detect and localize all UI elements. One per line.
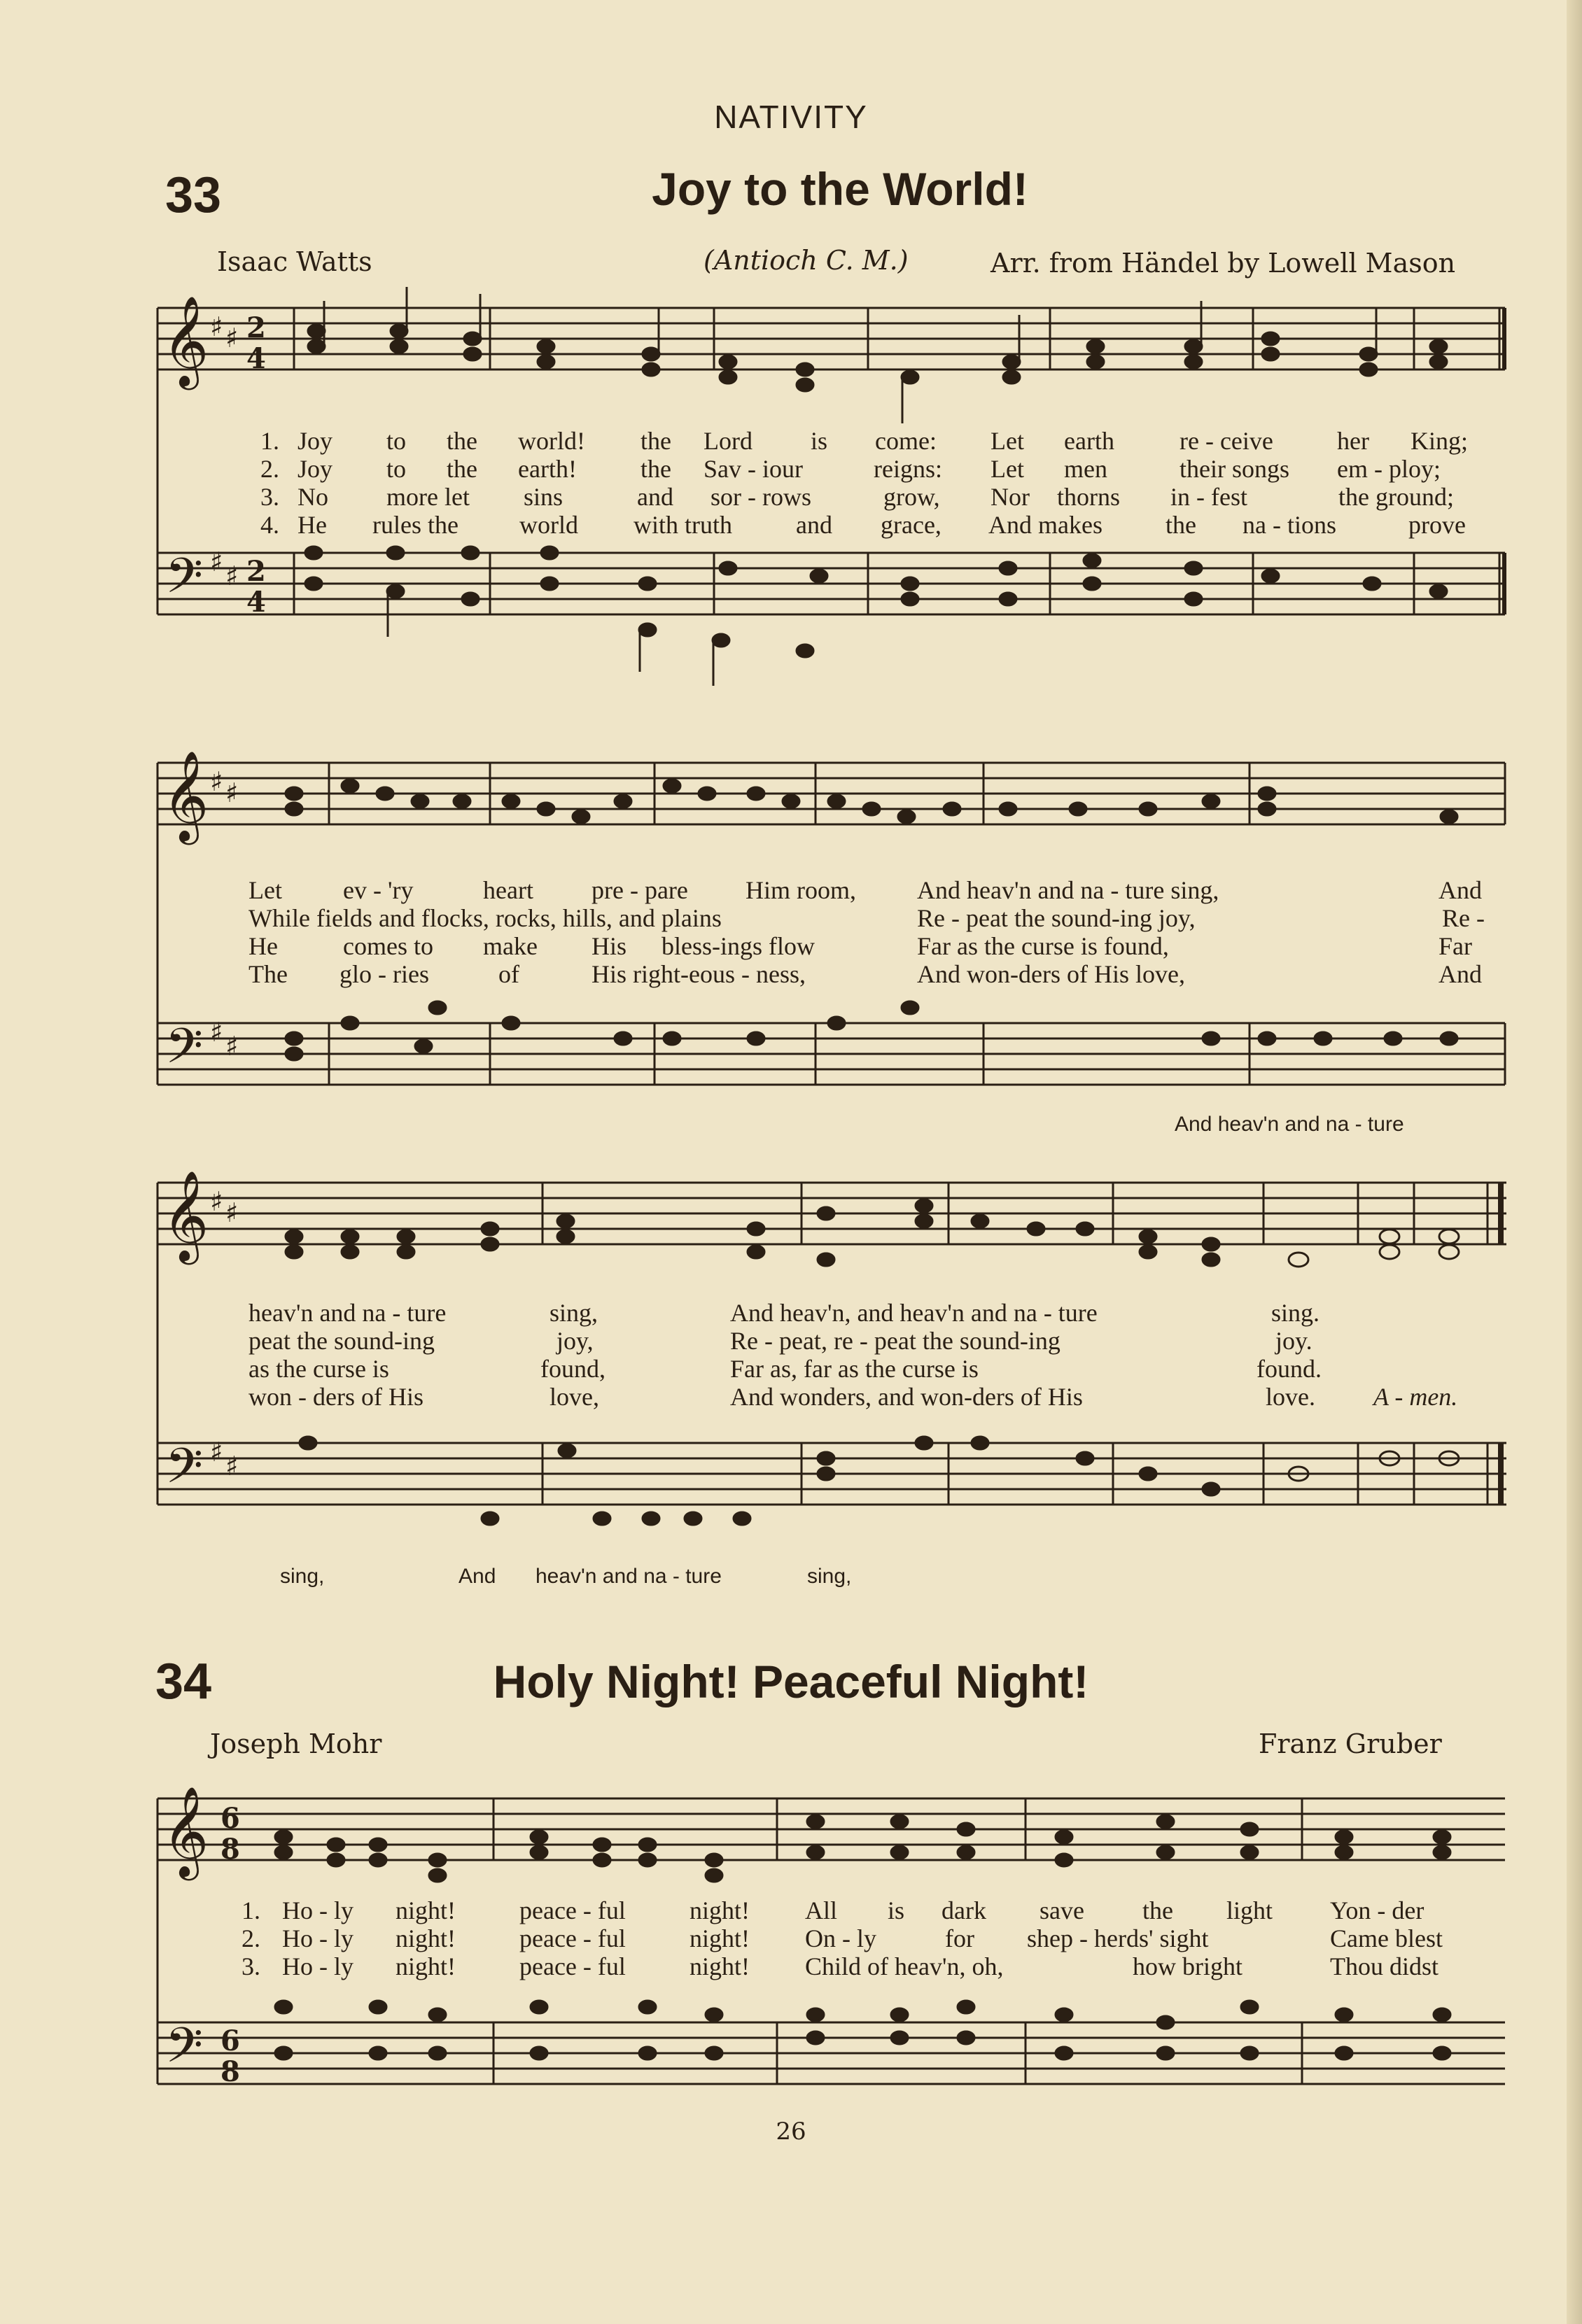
lyric-syllable: how bright xyxy=(1133,1952,1242,1980)
lyric-syllable: found. xyxy=(1256,1355,1322,1383)
lyric-syllable: While fields and flocks, rocks, hills, and plains xyxy=(248,904,722,932)
lyric-syllable: reigns: xyxy=(874,455,942,483)
lyric-syllable: All xyxy=(805,1896,838,1924)
lyric-syllable: heav'n and na - ture xyxy=(248,1299,447,1327)
verse-number: 4. xyxy=(260,511,279,539)
lyric-syllable: dark xyxy=(941,1896,986,1924)
lyric-syllable: And won-ders of His love, xyxy=(917,960,1185,988)
lyric-syllable: love, xyxy=(550,1383,599,1411)
hymn-34-author: Joseph Mohr xyxy=(210,1728,382,1759)
lyric-syllable: na - tions xyxy=(1242,511,1336,539)
svg-text:𝄢: 𝄢 xyxy=(165,1437,204,1506)
amen-label: A - men. xyxy=(1373,1383,1458,1411)
lyric-syllable: save xyxy=(1040,1896,1084,1924)
svg-text:𝄞: 𝄞 xyxy=(162,1170,209,1261)
lyric-syllable: Yon - der xyxy=(1330,1896,1424,1924)
section-title: NATIVITY xyxy=(714,99,868,135)
lyric-syllable: peace - ful xyxy=(519,1924,626,1952)
lyric-syllable: with truth xyxy=(634,511,732,539)
lyric-syllable: bless-ings flow xyxy=(662,932,815,960)
lyric-syllable: heart xyxy=(483,876,533,904)
lyric-syllable: No xyxy=(298,483,328,511)
lyric-syllable: make xyxy=(483,932,538,960)
lyric-syllable: Far xyxy=(1438,932,1472,960)
lyric-syllable: His xyxy=(592,932,627,960)
hymn-34-number: 34 xyxy=(155,1654,212,1710)
verse-number: 1. xyxy=(260,427,279,455)
lyric-syllable: King; xyxy=(1410,427,1469,455)
lyric-syllable: and xyxy=(796,511,832,539)
svg-text:♯: ♯ xyxy=(225,322,239,353)
svg-text:2: 2 xyxy=(246,311,266,344)
hymn-33-number: 33 xyxy=(165,167,222,223)
lyric-syllable: the xyxy=(1166,511,1196,539)
lyric-syllable: And xyxy=(1438,876,1482,904)
hymn-33-author: Isaac Watts xyxy=(217,246,372,277)
svg-text:♯: ♯ xyxy=(225,1450,239,1481)
svg-text:𝄢: 𝄢 xyxy=(165,547,204,616)
lyric-syllable: night! xyxy=(396,1896,456,1924)
lyric-syllable: their songs xyxy=(1180,455,1289,483)
svg-text:𝄢: 𝄢 xyxy=(165,2017,204,2085)
svg-text:𝄢: 𝄢 xyxy=(165,1017,204,1086)
lyric-syllable: And wonders, and won-ders of His xyxy=(730,1383,1083,1411)
lyric-syllable: Let xyxy=(990,427,1024,455)
lyric-syllable: Came blest xyxy=(1330,1924,1443,1952)
lyric-syllable: His right-eous - ness, xyxy=(592,960,806,988)
lyric-syllable: And heav'n and na - ture sing, xyxy=(917,876,1219,904)
lyric-syllable: On - ly xyxy=(805,1924,876,1952)
svg-text:4: 4 xyxy=(246,342,266,375)
lyric-syllable: sing, xyxy=(550,1299,598,1327)
verse-number: 2. xyxy=(260,455,279,483)
lyric-syllable: as the curse is xyxy=(248,1355,389,1383)
lyric-syllable: night! xyxy=(396,1924,456,1952)
hymn-33-tune: (Antioch C. M.) xyxy=(704,245,909,276)
svg-text:♯: ♯ xyxy=(210,1436,223,1467)
lyric-syllable: Sav - iour xyxy=(704,455,803,483)
svg-text:𝄞: 𝄞 xyxy=(162,295,209,386)
bass-lyric: sing, xyxy=(280,1565,325,1588)
lyric-syllable: love. xyxy=(1266,1383,1315,1411)
lyric-syllable: the xyxy=(1142,1896,1173,1924)
lyric-syllable: to xyxy=(386,427,407,455)
lyric-syllable: peace - ful xyxy=(519,1952,626,1980)
lyric-syllable: joy. xyxy=(1275,1327,1312,1355)
hymn-33-verse-numbers xyxy=(260,427,279,539)
lyric-syllable: And xyxy=(1438,960,1482,988)
lyric-syllable: the ground; xyxy=(1338,483,1454,511)
lyric-syllable: her xyxy=(1337,427,1369,455)
lyric-syllable: He xyxy=(248,932,278,960)
lyric-syllable: joy, xyxy=(556,1327,594,1355)
lyric-syllable: Far as the curse is found, xyxy=(917,932,1169,960)
lyric-syllable: And heav'n, and heav'n and na - ture xyxy=(730,1299,1098,1327)
lyric-syllable: Child of heav'n, oh, xyxy=(805,1952,1004,1980)
lyric-syllable: is xyxy=(888,1896,905,1924)
lyric-syllable: and xyxy=(637,483,673,511)
lyric-syllable: Nor xyxy=(990,483,1030,511)
lyric-syllable: glo - ries xyxy=(340,960,429,988)
verse-number: 2. xyxy=(241,1924,260,1952)
lyric-syllable: ev - 'ry xyxy=(343,876,414,904)
lyric-syllable: Lord xyxy=(704,427,752,455)
bass-lyric: And xyxy=(458,1565,496,1588)
lyric-syllable: And makes xyxy=(988,511,1102,539)
svg-text:6: 6 xyxy=(220,2024,240,2057)
lyric-syllable: the xyxy=(447,427,477,455)
lyric-syllable: em - ploy; xyxy=(1337,455,1441,483)
hymn-34-composer: Franz Gruber xyxy=(1259,1728,1442,1759)
lyric-syllable: Ho - ly xyxy=(282,1896,354,1924)
lyric-syllable: the xyxy=(640,455,671,483)
svg-text:♯: ♯ xyxy=(210,311,223,342)
lyric-syllable: shep - herds' sight xyxy=(1027,1924,1209,1952)
bass-lyric: heav'n and na - ture xyxy=(536,1565,722,1588)
lyric-syllable: sor - rows xyxy=(710,483,811,511)
lyric-syllable: He xyxy=(298,511,327,539)
lyric-syllable: men xyxy=(1064,455,1107,483)
lyric-syllable: earth! xyxy=(518,455,577,483)
hymn-34-verse-numbers xyxy=(241,1896,260,1980)
svg-text:♯: ♯ xyxy=(210,766,223,797)
lyric-syllable: rules the xyxy=(372,511,458,539)
lyric-syllable: The xyxy=(248,960,288,988)
hymn-33-system-2-score xyxy=(0,735,1582,1127)
lyric-syllable: world! xyxy=(518,427,585,455)
svg-text:♯: ♯ xyxy=(225,777,239,808)
lyric-syllable: Re - xyxy=(1442,904,1485,932)
lyric-syllable: peat the sound-ing xyxy=(248,1327,435,1355)
lyric-syllable: found, xyxy=(540,1355,606,1383)
lyric-syllable: in - fest xyxy=(1170,483,1247,511)
lyric-syllable: Let xyxy=(248,876,282,904)
hymn-33-composer: Arr. from Händel by Lowell Mason xyxy=(990,248,1456,279)
hymn-34-title: Holy Night! Peaceful Night! xyxy=(493,1656,1089,1707)
lyric-syllable: sing. xyxy=(1271,1299,1320,1327)
lyric-syllable: Ho - ly xyxy=(282,1952,354,1980)
page-number: 26 xyxy=(776,2118,806,2146)
lyric-syllable: the xyxy=(640,427,671,455)
lyric-syllable: grow, xyxy=(883,483,940,511)
lyric-syllable: thorns xyxy=(1057,483,1120,511)
svg-text:8: 8 xyxy=(220,2055,240,2088)
lyric-syllable: light xyxy=(1226,1896,1273,1924)
lyric-syllable: of xyxy=(498,960,519,988)
lyric-syllable: night! xyxy=(690,1924,750,1952)
lyric-syllable: Ho - ly xyxy=(282,1924,354,1952)
lyric-syllable: is xyxy=(811,427,828,455)
svg-text:8: 8 xyxy=(220,1833,240,1866)
bass-lyric: sing, xyxy=(807,1565,852,1588)
hymn-33-system-3-bass-text xyxy=(0,1565,1582,1593)
svg-text:𝄞: 𝄞 xyxy=(162,1786,209,1877)
svg-text:𝄞: 𝄞 xyxy=(162,750,209,841)
svg-text:6: 6 xyxy=(220,1802,240,1835)
lyric-syllable: Him room, xyxy=(746,876,856,904)
lyric-syllable: Thou didst xyxy=(1330,1952,1439,1980)
hymn-33-title: Joy to the World! xyxy=(652,163,1028,215)
lyric-syllable: sins xyxy=(524,483,564,511)
lyric-syllable: to xyxy=(386,455,407,483)
lyric-syllable: pre - pare xyxy=(592,876,688,904)
lyric-syllable: the xyxy=(447,455,477,483)
lyric-syllable: Let xyxy=(990,455,1024,483)
svg-text:♯: ♯ xyxy=(225,1197,239,1228)
lyric-syllable: night! xyxy=(690,1896,750,1924)
lyric-syllable: comes to xyxy=(343,932,433,960)
svg-text:♯: ♯ xyxy=(210,546,223,577)
svg-text:♯: ♯ xyxy=(210,1185,223,1217)
lyric-syllable: Re - peat the sound-ing joy, xyxy=(917,904,1196,932)
lyric-syllable: more let xyxy=(386,483,470,511)
verse-number: 3. xyxy=(241,1952,260,1980)
svg-text:♯: ♯ xyxy=(225,1030,239,1062)
lyric-syllable: won - ders of His xyxy=(248,1383,424,1411)
lyric-syllable: night! xyxy=(396,1952,456,1980)
lyric-syllable: prove xyxy=(1408,511,1466,539)
lyric-syllable: Far as, far as the curse is xyxy=(730,1355,979,1383)
lyric-syllable: for xyxy=(945,1924,974,1952)
lyric-syllable: world xyxy=(519,511,578,539)
lyric-syllable: peace - ful xyxy=(519,1896,626,1924)
lyric-syllable: night! xyxy=(690,1952,750,1980)
hymn-33-system-2-bass-text: And heav'n and na - ture xyxy=(1175,1113,1404,1136)
lyric-syllable: Re - peat, re - peat the sound-ing xyxy=(730,1327,1060,1355)
lyric-syllable: earth xyxy=(1064,427,1114,455)
lyric-syllable: grace, xyxy=(881,511,941,539)
svg-text:♯: ♯ xyxy=(210,1016,223,1048)
verse-number: 1. xyxy=(241,1896,260,1924)
svg-text:♯: ♯ xyxy=(225,560,239,591)
lyric-syllable: come: xyxy=(875,427,937,455)
svg-text:4: 4 xyxy=(246,586,266,619)
lyric-syllable: re - ceive xyxy=(1180,427,1273,455)
verse-number: 3. xyxy=(260,483,279,511)
lyric-syllable: Joy xyxy=(298,455,333,483)
lyric-syllable: Joy xyxy=(298,427,333,455)
svg-text:2: 2 xyxy=(246,555,266,588)
